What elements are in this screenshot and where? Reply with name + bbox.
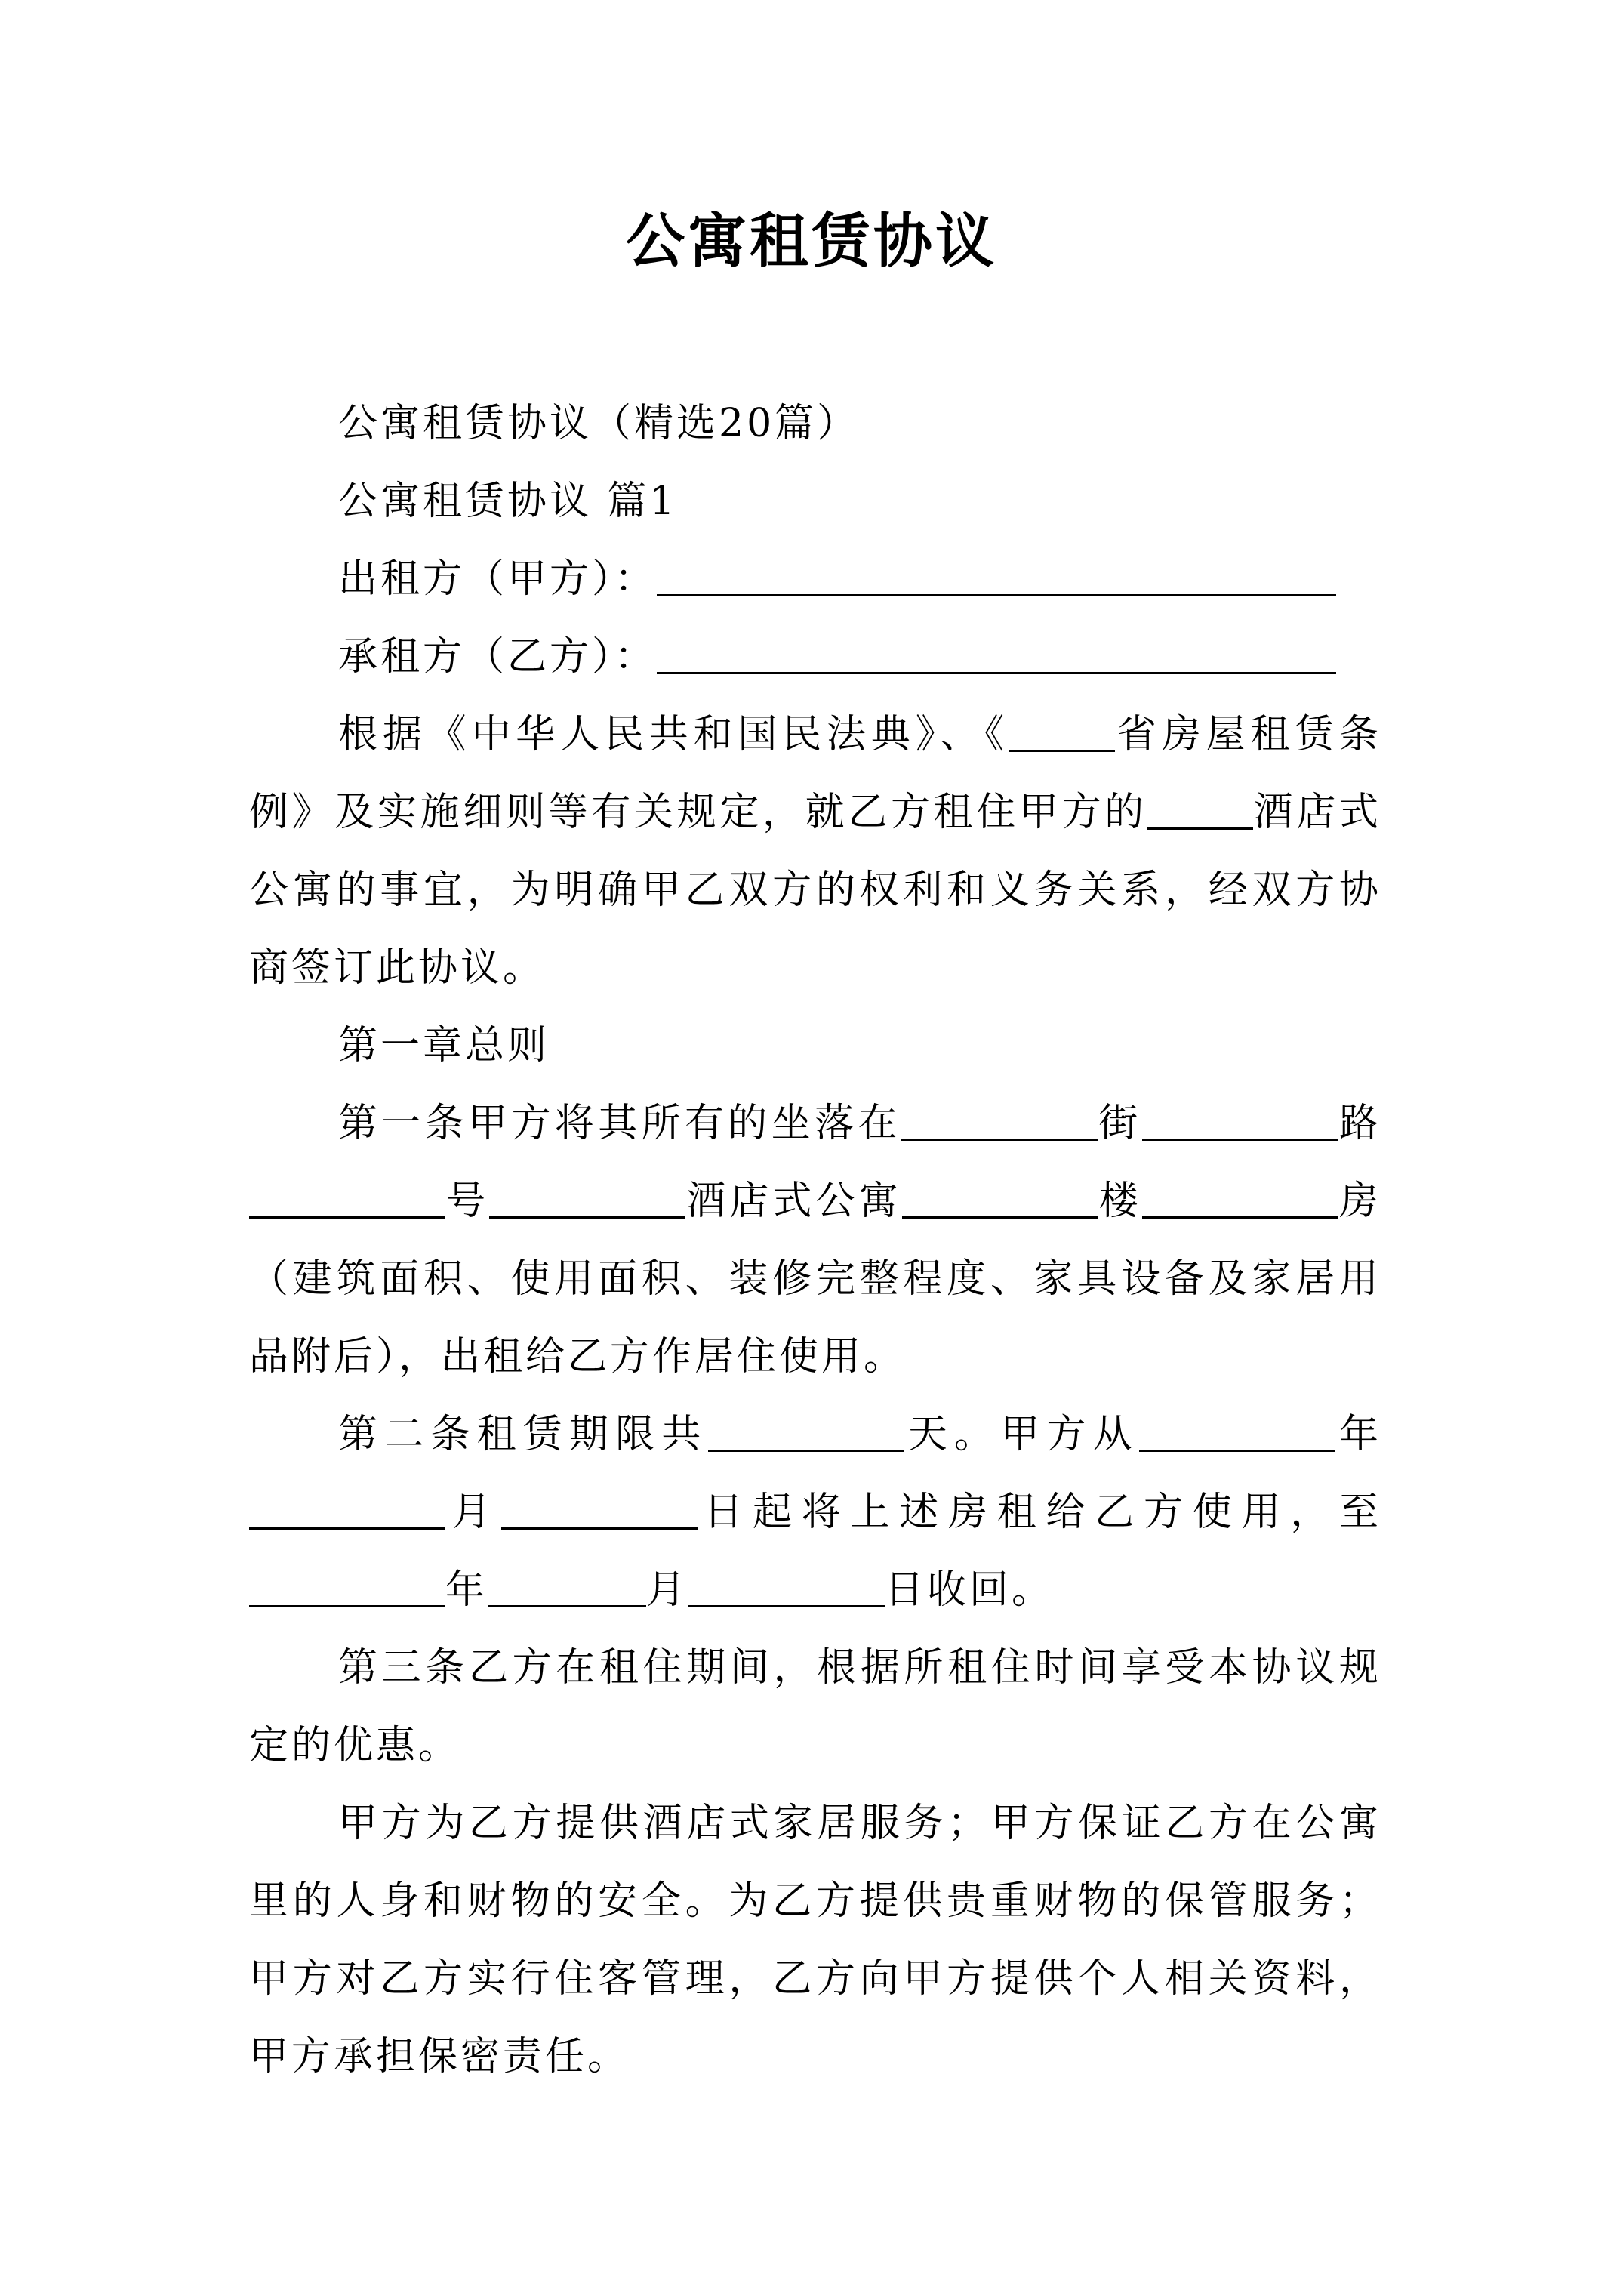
lessee-label: 承租方（乙方）：	[338, 634, 658, 680]
chapter-heading: 第一章总则	[338, 1023, 550, 1068]
lessee-blank	[657, 636, 1336, 674]
document-body	[249, 385, 1381, 2096]
lessee-line	[249, 618, 1381, 696]
province-blank	[1009, 713, 1115, 752]
art2-text-d: 月	[445, 1490, 501, 1535]
intro-text-3: 酒店式公寓的事宜，为明确甲乙双方的权利和义务关系，经双方协商签订此协议。	[249, 790, 1381, 991]
services-paragraph: 甲方为乙方提供酒店式家居服务；甲方保证乙方在公寓里的人身和财物的安全。为乙方提供贵重财物的保管服务；甲方对乙方实行住客管理，乙方向甲方提供个人相关资料，甲方承担保密责任。	[249, 1801, 1381, 2079]
art1-blank-2	[1142, 1102, 1338, 1141]
section-heading: 公寓租赁协议 篇1	[338, 479, 678, 524]
art1-text-f: 楼	[1098, 1179, 1142, 1224]
intro-text-2: 省房屋租赁条例》及实施细则等有关规定，就乙方租住甲方的	[249, 712, 1381, 835]
article-2	[249, 1396, 1381, 1629]
art1-blank-6	[1142, 1180, 1338, 1219]
intro-text-1: 根据《中华人民共和国民法典》、《	[338, 712, 1010, 757]
art1-blank-1	[901, 1102, 1098, 1141]
art1-text-c: 路	[1338, 1101, 1381, 1146]
lessor-line	[249, 541, 1381, 618]
art2-text-g: 月	[646, 1567, 689, 1613]
art2-text-e: 日起将上述房租给乙方使用，至	[697, 1490, 1381, 1535]
hotel-blank	[1147, 791, 1253, 830]
art2-blank-days	[708, 1413, 904, 1452]
art2-text-h: 日收回。	[885, 1567, 1055, 1613]
art2-text-c: 年	[1335, 1412, 1381, 1457]
art1-text-e: 酒店式公寓	[685, 1179, 902, 1224]
art2-blank-day-1	[501, 1491, 698, 1530]
article-1	[249, 1085, 1381, 1396]
art2-text-f: 年	[445, 1567, 488, 1613]
lessor-blank	[657, 558, 1336, 596]
art1-blank-3	[249, 1180, 445, 1219]
intro-paragraph	[249, 696, 1381, 1007]
art1-text-a: 第一条甲方将其所有的坐落在	[338, 1101, 901, 1146]
art2-text-a: 第二条租赁期限共	[338, 1412, 708, 1457]
art2-blank-month-1	[249, 1491, 445, 1530]
art2-blank-day-2	[688, 1569, 885, 1607]
art2-blank-year-1	[1139, 1413, 1335, 1452]
art1-blank-4	[489, 1180, 685, 1219]
art1-blank-5	[902, 1180, 1098, 1219]
subtitle: 公寓租赁协议（精选20篇）	[338, 401, 860, 446]
art1-text-d: 号	[445, 1179, 490, 1224]
art2-text-b: 天。甲方从	[904, 1412, 1139, 1457]
art1-text-b: 街	[1097, 1101, 1142, 1146]
article-3: 第三条乙方在租住期间，根据所租住时间享受本协议规定的优惠。	[249, 1645, 1381, 1768]
art1-text-g: 房（建筑面积、使用面积、装修完整程度、家具设备及家居用品附后），出租给乙方作居住使用。	[249, 1179, 1381, 1379]
art2-blank-month-2	[488, 1569, 646, 1607]
document-title: 公寓租赁协议	[625, 207, 997, 276]
art2-blank-year-2	[249, 1569, 445, 1607]
lessor-label: 出租方（甲方）：	[338, 556, 658, 602]
